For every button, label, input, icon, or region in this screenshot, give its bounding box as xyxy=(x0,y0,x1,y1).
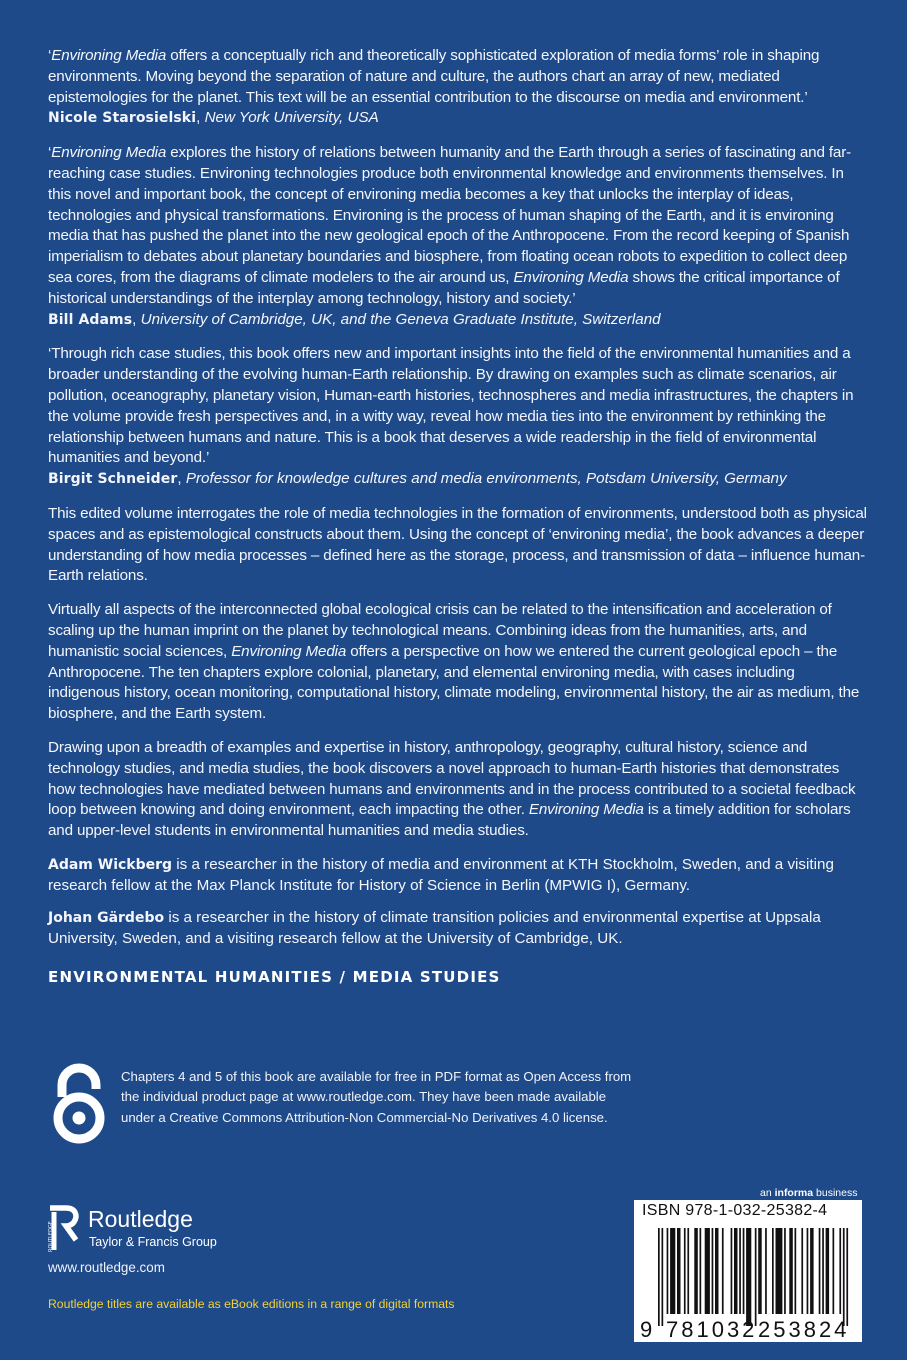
back-cover-content xyxy=(48,46,868,986)
barcode-bar xyxy=(833,1228,835,1314)
endorsement-attribution: Birgit Schneider, Professor for knowledge cultures and media environments, Potsdam University, Germany xyxy=(48,470,787,488)
barcode-bar xyxy=(734,1228,738,1314)
barcode-bar xyxy=(776,1228,783,1314)
book-description xyxy=(48,504,868,842)
barcode-bar xyxy=(705,1228,710,1314)
barcode-bar xyxy=(819,1228,821,1314)
author-name: Adam Wickberg xyxy=(48,856,173,873)
barcode-bar xyxy=(789,1228,793,1314)
barcode-bar xyxy=(822,1228,824,1314)
subject-category: ENVIRONMENTAL HUMANITIES / MEDIA STUDIES xyxy=(48,968,501,987)
routledge-vertical-wordmark: ROUTLEDGE xyxy=(48,1221,54,1252)
barcode-bar xyxy=(731,1228,733,1314)
publisher-name: Routledge xyxy=(88,1206,193,1232)
author-bio-1: Adam Wickberg is a researcher in the history of media and environment at KTH Stockholm, Sweden, and a visiting research fellow at the Max Planck Institute for History of Science in Berlin (MPWIG I), Germany. xyxy=(48,855,834,894)
barcode-bar xyxy=(694,1228,698,1314)
endorser-affiliation: New York University, USA xyxy=(204,109,379,127)
barcode-bar xyxy=(807,1228,809,1314)
barcode-bar xyxy=(700,1228,702,1314)
barcode-bar xyxy=(765,1228,767,1314)
barcode-bar xyxy=(810,1228,814,1314)
barcode-first-digit: 9 xyxy=(640,1317,656,1342)
barcode-bar xyxy=(843,1228,845,1326)
barcode-bar xyxy=(667,1228,669,1314)
endorser-name: Birgit Schneider xyxy=(48,471,178,488)
barcode-bar xyxy=(772,1228,774,1314)
barcode-bar xyxy=(746,1228,751,1326)
ebook-note: Routledge titles are available as eBook editions in a range of digital formats xyxy=(48,1297,455,1311)
routledge-logo xyxy=(46,1204,236,1254)
endorsement-attribution: Nicole Starosielski, New York University, USA xyxy=(48,109,379,127)
informa-brand: informa xyxy=(774,1187,814,1199)
endorsement-text: ‘Environing Media offers a conceptually rich and theoretically sophisticated exploration of media forms’ role in shaping environments. Moving beyond the separation of nature and culture, the authors chart an array of new, mediated epistemologies for the planet. This text will be an essential contribution to the discourse on media and environment.’ xyxy=(48,47,820,106)
barcode-bar xyxy=(795,1228,797,1314)
barcode-bar xyxy=(715,1228,719,1314)
endorsement-text: ‘Through rich case studies, this book offers new and important insights into the field of the environmental humanities and a broader understanding of the evolving human-Earth relationship. By drawing on examples such as climate scenarios, air pollution, oceanography, planetary vision, Human-earth histories, technospheres and media infrastructures, the chapters in the volume provide fresh perspectives and, in a witty way, reveal how media ties into the environment by rethinking the relationship between humans and nature. This is a book that deserves a wide readership in the field of environmental humanities and beyond.’ xyxy=(48,345,854,467)
author-bios xyxy=(48,855,868,950)
barcode-bar xyxy=(743,1228,745,1314)
open-access-note: Chapters 4 and 5 of this book are available for free in PDF format as Open Access from the individual product page at www.routledge.com. They have been made available under a Creative Commons Attribution-Non Commercial-No Derivatives 4.0 license. xyxy=(121,1069,632,1125)
barcode-bar xyxy=(801,1228,803,1314)
barcode-bar xyxy=(739,1228,741,1314)
barcode-bar xyxy=(784,1228,786,1314)
barcode-bar xyxy=(687,1228,689,1314)
barcode-bar xyxy=(670,1228,675,1314)
endorsement-2 xyxy=(48,143,868,330)
endorser-name: Bill Adams xyxy=(48,311,133,328)
endorser-affiliation: Professor for knowledge cultures and media environments, Potsdam University, Germany xyxy=(185,470,787,488)
informa-tagline: an informa business xyxy=(760,1187,858,1199)
publisher-group: Taylor & Francis Group xyxy=(89,1235,217,1249)
endorsement-3 xyxy=(48,344,868,490)
barcode-bar xyxy=(826,1228,830,1314)
endorsement-1 xyxy=(48,46,868,129)
endorser-affiliation: University of Cambridge, UK, and the Geneva Graduate Institute, Switzerland xyxy=(140,310,661,328)
open-access-icon xyxy=(48,1063,110,1145)
description-paragraph-1: This edited volume interrogates the role of media technologies in the formation of environments, understood both as physical spaces and as epistemological constructs about them. Using the concept of ‘environing media’, the book advances a deeper understanding of how media processes – defined here as the storage, process, and transmission of data – influence human-Earth relations. xyxy=(48,504,867,585)
barcode-bar xyxy=(658,1228,660,1326)
endorsements xyxy=(48,46,868,490)
barcode-bar xyxy=(839,1228,841,1314)
barcode-bar xyxy=(846,1228,848,1326)
publisher-url[interactable]: www.routledge.com xyxy=(48,1260,165,1275)
isbn-label: ISBN 978-1-032-25382-4 xyxy=(642,1202,828,1219)
endorser-name: Nicole Starosielski xyxy=(48,110,197,127)
author-bio-2: Johan Gärdebo is a researcher in the history of climate transition policies and environmental expertise at Uppsala University, Sweden, and a visiting research fellow at the University of Cambridge, UK. xyxy=(48,909,821,948)
isbn-barcode xyxy=(634,1200,862,1342)
barcode-left-digits: 781032 xyxy=(666,1317,758,1342)
barcode-bar xyxy=(677,1228,681,1314)
barcode-bar xyxy=(712,1228,714,1314)
barcode-bar xyxy=(684,1228,686,1314)
endorsement-text: ‘Environing Media explores the history of relations between humanity and the Earth through a series of fascinating and far-reaching case studies. Environing technologies produce both environmental knowledge and environments themselves. In this novel and important book, the concept of environing media becomes a key that unlocks the interplay of ideas, technologies and physical transformations. Environing is the process of human shaping of the Earth, and it is environing media that has pushed the planet into the new geological epoch of the Anthropocene. From the record keeping of Spanish imperialism to debates about planetary boundaries and biosphere, from floating ocean robots to expedition to collect deep sea cores, from the diagrams of climate modelers to the air around us, Environing Media shows the critical importance of historical understandings of the interplay among technology, history and society.’ xyxy=(48,144,852,307)
barcode-bar xyxy=(722,1228,724,1314)
barcode-bar xyxy=(662,1228,664,1326)
endorsement-attribution: Bill Adams, University of Cambridge, UK, and the Geneva Graduate Institute, Switzerland xyxy=(48,310,661,328)
routledge-logo-icon xyxy=(46,1204,86,1254)
description-paragraph-2: Virtually all aspects of the interconnected global ecological crisis can be related to the intensification and acceleration of scaling up the human imprint on the planet by technological means. Combining ideas from the humanities, arts, and humanistic social sciences, Environing Media offers a perspective on how we entered the current geological epoch – the Anthropocene. The ten chapters explore colonial, planetary, and elemental environing media, with cases including indigenous history, ocean monitoring, computational history, climate modeling, environmental history, the air as medium, the biosphere, and the Earth system. xyxy=(48,601,860,723)
description-paragraph-3: Drawing upon a breadth of examples and expertise in history, anthropology, geography, cultural history, science and technology studies, and media studies, the book discovers a novel approach to human-Earth histories that demonstrates how technologies have mediated between humans and environments and in the process contributed to a societal feedback loop between knowing and doing environment, each impacting the other. Environing Media is a timely addition for scholars and upper-level students in environmental humanities and media studies. xyxy=(48,738,856,840)
barcode-bar xyxy=(758,1228,762,1314)
barcode-bar xyxy=(755,1228,757,1326)
author-name: Johan Gärdebo xyxy=(48,910,165,927)
barcode-right-digits: 253824 xyxy=(758,1317,850,1342)
